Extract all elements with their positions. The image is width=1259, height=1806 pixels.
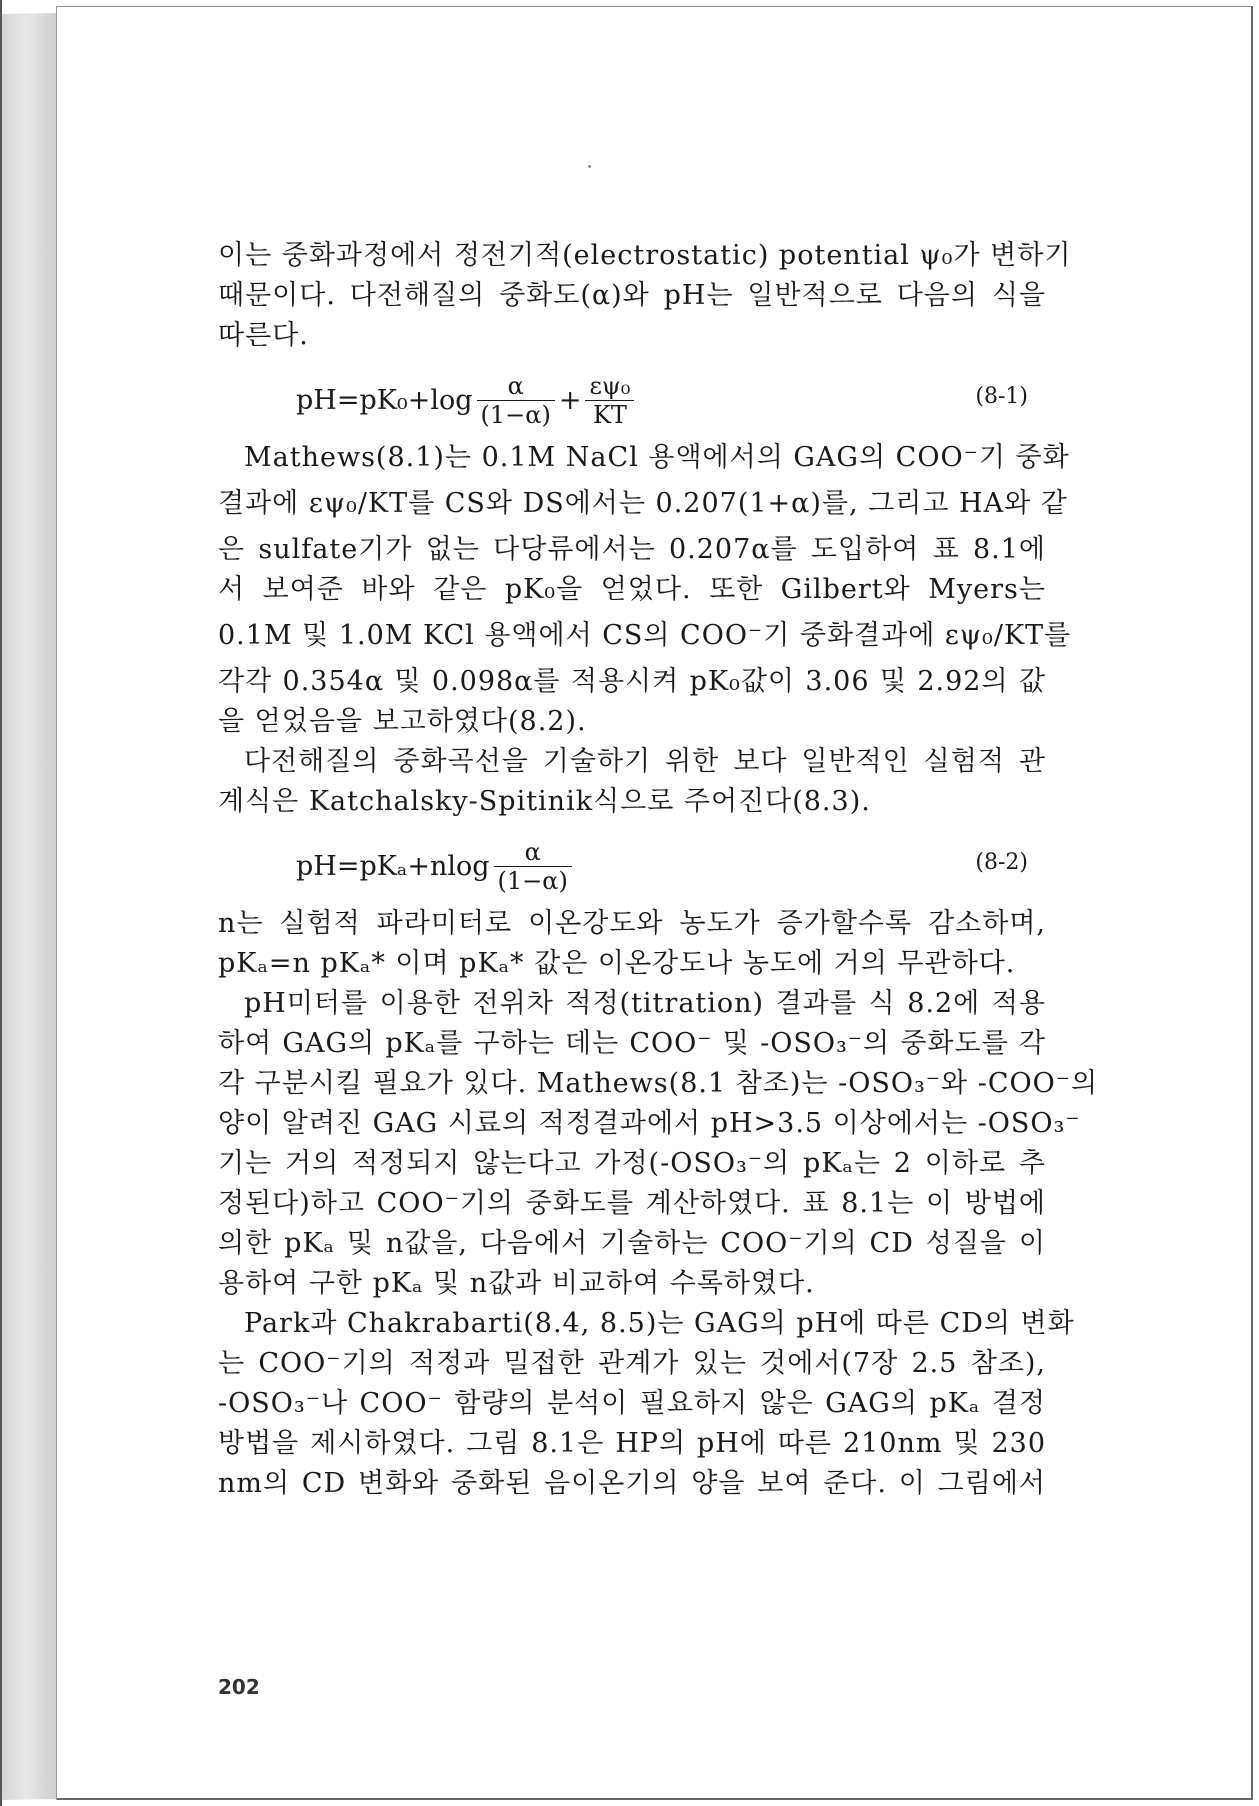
text-line: pH미터를 이용한 전위차 적정(titration) 결과를 식 8.2에 적용 (244, 988, 1046, 1019)
text-line: 방법을 제시하였다. 그림 8.1은 HP의 pH에 따른 210nm 및 230 (218, 1428, 1046, 1459)
text-line: -OSO₃⁻나 COO⁻ 함량의 분석이 필요하지 않은 GAG의 pKₐ 결정 (218, 1388, 1046, 1419)
fraction-potential (585, 372, 634, 429)
text-line: 때문이다. 다전해질의 중화도(α)와 pH는 일반적으로 다음의 식을 (218, 280, 1046, 311)
text-line: 은 sulfate기가 없는 다당류에서는 0.207α를 도입하여 표 8.1에 (218, 534, 1046, 565)
fraction-alpha (477, 372, 555, 429)
book-spine (2, 13, 56, 1800)
text-line: 따른다. (218, 320, 309, 351)
equation-lhs: pH=pKₐ+nlog (296, 851, 490, 882)
text-line: 0.1M 및 1.0M KCl 용액에서 CS의 COO⁻기 중화결과에 εψ₀/KT를 (218, 620, 1072, 651)
text-line: 결과에 εψ₀/KT를 CS와 DS에서는 0.207(1+α)를, 그리고 HA와 같 (218, 488, 1068, 519)
fraction-denominator: (1−α) (497, 867, 568, 895)
equation-number: (8-1) (975, 384, 1028, 409)
text-line: n는 실험적 파라미터로 이온강도와 농도가 증가할수록 감소하며, (218, 908, 1046, 939)
text-line: 을 얻었음을 보고하였다(8.2). (218, 706, 587, 737)
fraction-alpha (494, 838, 572, 895)
text-line: 하여 GAG의 pKₐ를 구하는 데는 COO⁻ 및 -OSO₃⁻의 중화도를 각 (218, 1028, 1046, 1059)
text-line: nm의 CD 변화와 중화된 음이온기의 양을 보여 준다. 이 그림에서 (218, 1468, 1046, 1499)
fraction-numerator: εψ₀ (585, 372, 634, 401)
text-line: 이는 중화과정에서 정전기적(electrostatic) potential ψ₀가 변하기 (218, 240, 1072, 271)
text-line: 각 구분시킬 필요가 있다. Mathews(8.1 참조)는 -OSO₃⁻와 -COO⁻의 (218, 1068, 1099, 1099)
text-line: Mathews(8.1)는 0.1M NaCl 용액에서의 GAG의 COO⁻기 중화 (244, 442, 1070, 473)
text-line: 의한 pKₐ 및 n값을, 다음에서 기술하는 COO⁻기의 CD 성질을 이 (218, 1228, 1046, 1259)
equation-expression (296, 838, 576, 895)
equation-8-1 (218, 362, 1046, 432)
text-line: 는 COO⁻기의 적정과 밀접한 관계가 있는 것에서(7장 2.5 참조), (218, 1348, 1046, 1379)
text-line: 계식은 Katchalsky-Spitinik식으로 주어진다(8.3). (218, 786, 871, 817)
scan-speck (588, 165, 591, 168)
equation-number: (8-2) (975, 850, 1028, 875)
fraction-denominator: (1−α) (480, 401, 551, 429)
text-line: 정된다)하고 COO⁻기의 중화도를 계산하였다. 표 8.1는 이 방법에 (218, 1188, 1046, 1219)
text-line: pKₐ=n pKₐ* 이며 pKₐ* 값은 이온강도나 농도에 거의 무관하다. (218, 948, 1016, 979)
text-line: 서 보여준 바와 같은 pK₀을 얻었다. 또한 Gilbert와 Myers는 (218, 574, 1046, 605)
text-line: 기는 거의 적정되지 않는다고 가정(-OSO₃⁻의 pKₐ는 2 이하로 추 (218, 1148, 1046, 1179)
fraction-numerator: α (494, 838, 572, 867)
text-line: 각각 0.354α 및 0.098α를 적용시켜 pK₀값이 3.06 및 2.92의 값 (218, 666, 1046, 697)
text-line: 다전해질의 중화곡선을 기술하기 위한 보다 일반적인 실험적 관 (244, 746, 1046, 777)
body-text (218, 236, 1099, 1504)
equation-plus: + (558, 385, 582, 416)
equation-8-2 (218, 828, 1046, 898)
page-number: 202 (218, 1675, 260, 1699)
page-left-border (56, 6, 57, 1800)
text-line: 용하여 구한 pKₐ 및 n값과 비교하여 수록하였다. (218, 1268, 815, 1299)
fraction-denominator: KT (592, 401, 627, 429)
text-line: 양이 알려진 GAG 시료의 적정결과에서 pH>3.5 이상에서는 -OSO₃⁻ (218, 1108, 1081, 1139)
equation-expression (296, 372, 638, 429)
text-line: Park과 Chakrabarti(8.4, 8.5)는 GAG의 pH에 따른 CD의 변화 (244, 1308, 1075, 1339)
fraction-numerator: α (477, 372, 555, 401)
equation-lhs: pH=pK₀+log (296, 385, 473, 416)
